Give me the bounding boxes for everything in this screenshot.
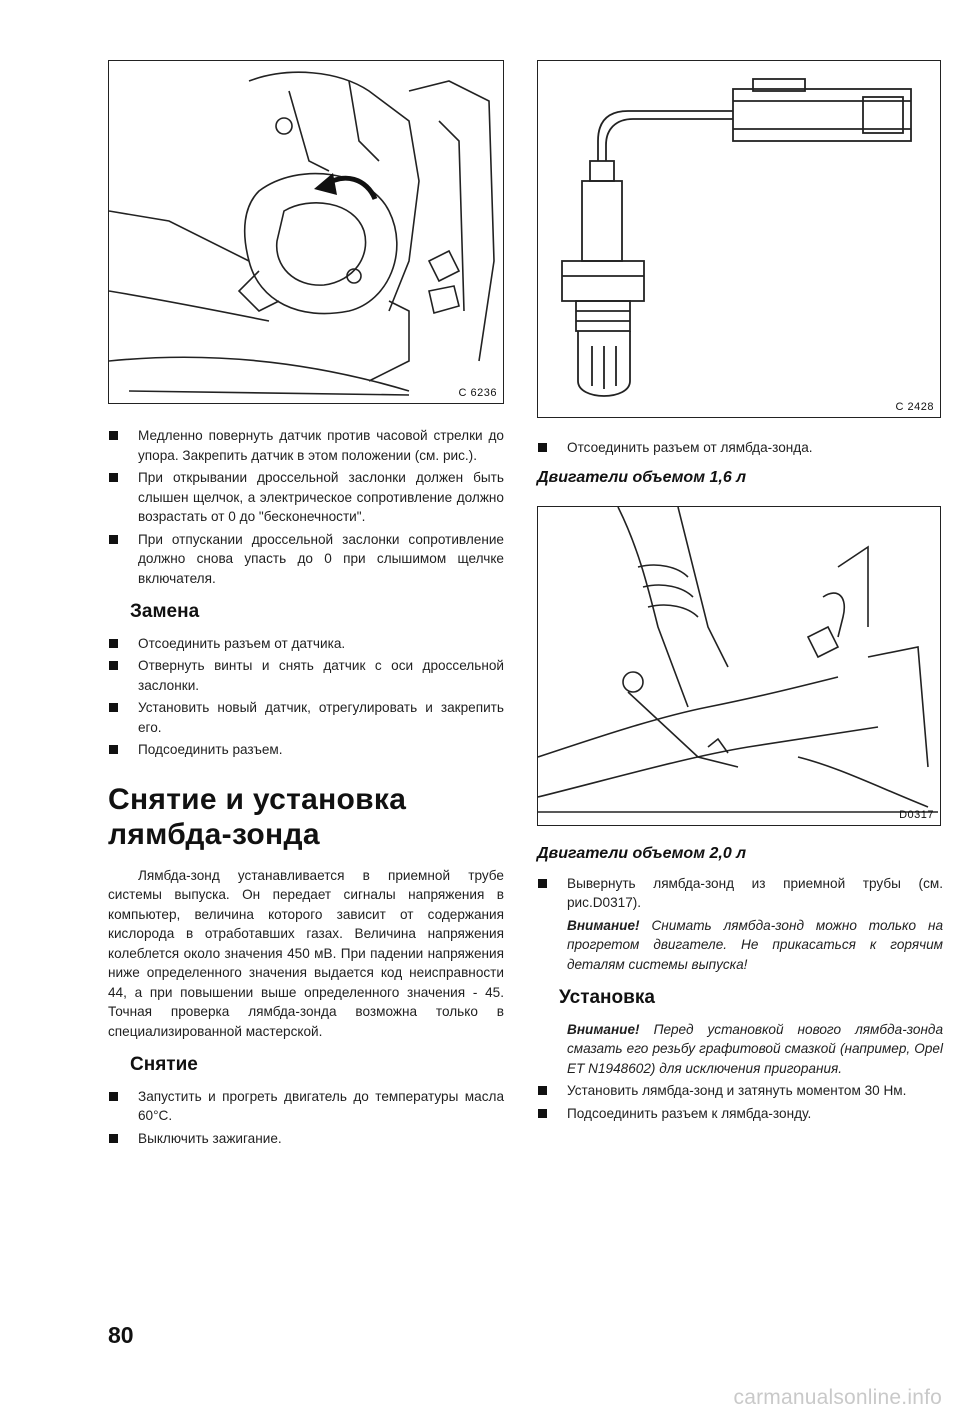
- section-heading-replace: Замена: [130, 601, 200, 622]
- main-heading-line-2: лямбда-зонда: [108, 817, 320, 851]
- figure-code: C 2428: [895, 401, 934, 413]
- intro-paragraph: Лямбда-зонд устанавливается в приемной трубе системы выпуска. Он передает сигналы напряжения в компьютер, величина которого зависит от содержания кислорода в отработавших газах. Величина напряжения колеблется около значения 450 мВ. При падении напряжения ниже определенного значения выдается код неисправности 44, а при повышении выше определенного значения - 45. Точная проверка лямбда-зонда возможна только в специализированной мастерской.: [108, 867, 504, 1039]
- list-item: Установить лямбда-зонд и затянуть моментом 30 Нм.: [537, 1081, 943, 1101]
- list-item: При открывании дроссельной заслонки должен быть слышен щелчок, а электрическое сопротивление должно возрастать от 0 до "бесконечности".: [108, 468, 504, 527]
- watermark: carmanualsonline.info: [733, 1386, 942, 1409]
- list-item: Подсоединить разъем к лямбда-зонду.: [537, 1104, 943, 1124]
- list-item: Медленно повернуть датчик против часовой стрелки до упора. Закрепить датчик в этом положении (см. рис.).: [108, 426, 504, 465]
- section-heading-engine-20: Двигатели объемом 2,0 л: [537, 845, 747, 862]
- list-item: Отсоединить разъем от датчика.: [108, 634, 504, 654]
- figure-throttle-sensor: [108, 60, 504, 404]
- list-item: Выключить зажигание.: [108, 1129, 504, 1149]
- figure-code: D0317: [899, 809, 934, 821]
- warning-label: Внимание!: [567, 1021, 640, 1037]
- list-item: Установить новый датчик, отрегулировать и закрепить его.: [108, 698, 504, 737]
- figure-code: C 6236: [458, 387, 497, 399]
- warning-paragraph-2: [567, 1020, 943, 1079]
- lambda-probe-illustration: [538, 61, 940, 417]
- figure-lambda-probe: [537, 60, 941, 418]
- list-item: Вывернуть лямбда-зонд из приемной трубы (см. рис.D0317).: [537, 874, 943, 913]
- warning-label: Внимание!: [567, 917, 640, 933]
- list-item: Запустить и прогреть двигатель до температуры масла 60°С.: [108, 1087, 504, 1126]
- list-item: Отсоединить разъем от лямбда-зонда.: [537, 438, 943, 458]
- section-heading-engine-16: Двигатели объемом 1,6 л: [537, 468, 747, 486]
- list-item: Подсоединить разъем.: [108, 740, 504, 760]
- figure-exhaust-pipe: [537, 506, 941, 826]
- left-top-bullets: [108, 426, 504, 1151]
- exhaust-pipe-illustration: [538, 507, 940, 825]
- list-item: При отпускании дроссельной заслонки сопротивление должно снова упасть до 0 при слышимом щелчке включателя.: [108, 530, 504, 589]
- right-lower-text: [537, 834, 943, 1126]
- right-disconnect: [537, 438, 943, 497]
- warning-text: Перед установкой нового лямбда-зонда смазать его резьбу графитовой смазкой (например, Opel ET N1948602) для исключения пригорания.: [567, 1021, 943, 1076]
- throttle-sensor-illustration: [109, 61, 503, 403]
- warning-paragraph-1: [567, 916, 943, 975]
- page-number: 80: [108, 1322, 134, 1348]
- list-item: Отвернуть винты и снять датчик с оси дроссельной заслонки.: [108, 656, 504, 695]
- section-heading-install: Установка: [559, 987, 655, 1008]
- section-heading-removal: Снятие: [130, 1054, 198, 1075]
- warning-text: Снимать лямбда-зонд можно только на прогретом двигателе. Не прикасаться к горячим деталям системы выпуска!: [567, 917, 943, 972]
- main-heading-line-1: Снятие и установка: [108, 782, 407, 816]
- main-heading: [108, 782, 504, 852]
